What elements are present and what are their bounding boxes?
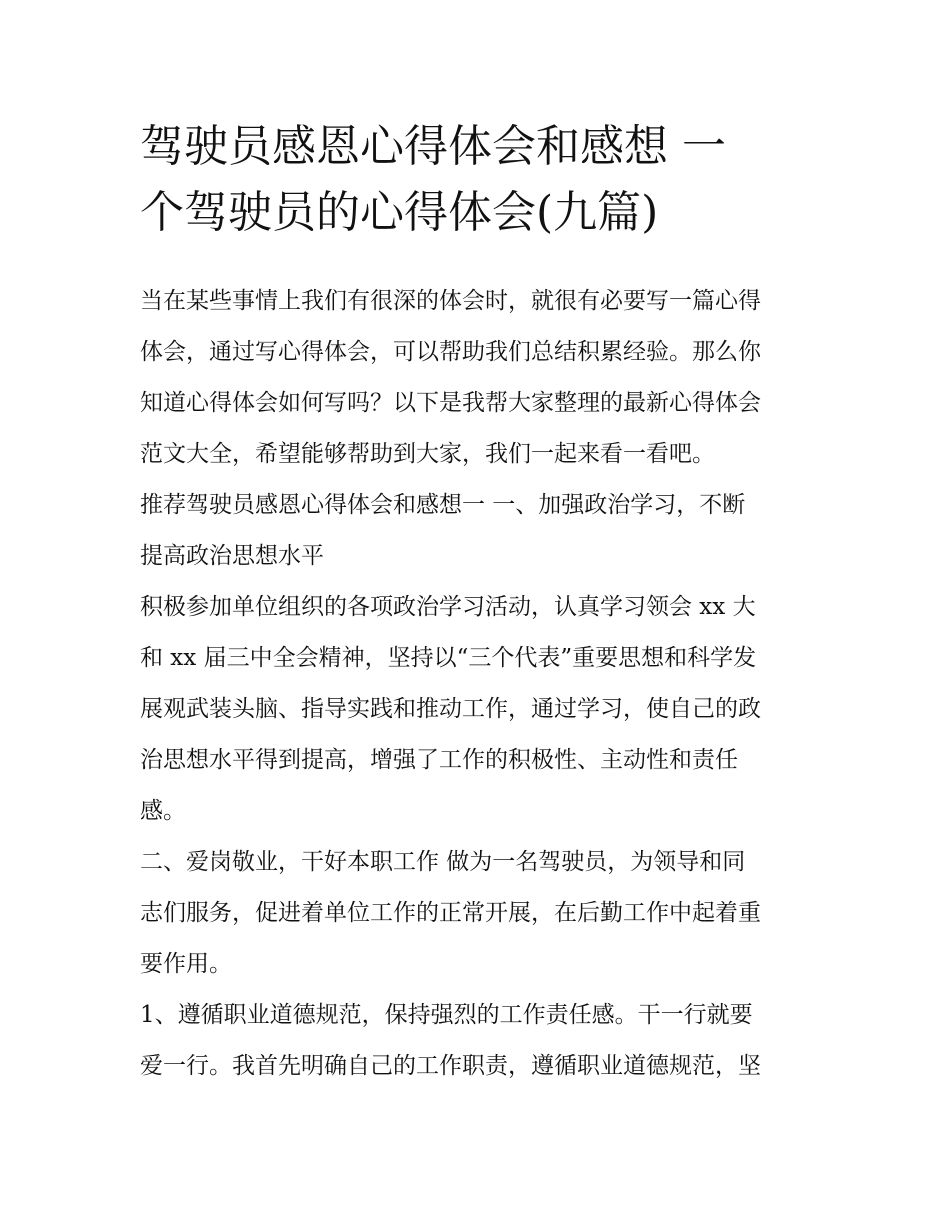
body-line: 推荐驾驶员感恩心得体会和感想一 一、加强政治学习，不断 <box>140 492 746 518</box>
body-line: 提高政治思想水平 <box>140 543 324 569</box>
title-line-1: 驾驶员感恩心得体会和感想 一 <box>140 121 726 172</box>
body-line: 积极参加单位组织的各项政治学习活动，认真学习领会 xx 大 <box>140 594 756 620</box>
body-line: 1、遵循职业道德规范，保持强烈的工作责任感。干一行就要 <box>140 1002 753 1028</box>
document-title <box>140 114 830 246</box>
body-line: 展观武装头脑、指导实践和推动工作，通过学习，使自己的政 <box>140 696 761 722</box>
body-line: 感。 <box>140 798 186 824</box>
body-line: 和 xx 届三中全会精神，坚持以“三个代表”重要思想和科学发 <box>140 645 757 671</box>
body-line: 治思想水平得到提高，增强了工作的积极性、主动性和责任 <box>140 747 738 773</box>
title-line-2: 个驾驶员的心得体会(九篇) <box>140 187 659 238</box>
body-line: 志们服务，促进着单位工作的正常开展，在后勤工作中起着重 <box>140 900 761 926</box>
body-line: 范文大全，希望能够帮助到大家，我们一起来看一看吧。 <box>140 441 715 467</box>
document-body <box>140 276 830 1092</box>
body-line: 要作用。 <box>140 951 232 977</box>
body-line: 爱一行。我首先明确自己的工作职责，遵循职业道德规范，坚 <box>140 1053 761 1079</box>
body-line: 体会，通过写心得体会，可以帮助我们总结积累经验。那么你 <box>140 339 761 365</box>
body-line: 二、爱岗敬业，干好本职工作 做为一名驾驶员，为领导和同 <box>140 849 746 875</box>
body-line: 知道心得体会如何写吗？以下是我帮大家整理的最新心得体会 <box>140 390 761 416</box>
body-line: 当在某些事情上我们有很深的体会时，就很有必要写一篇心得 <box>140 288 761 314</box>
